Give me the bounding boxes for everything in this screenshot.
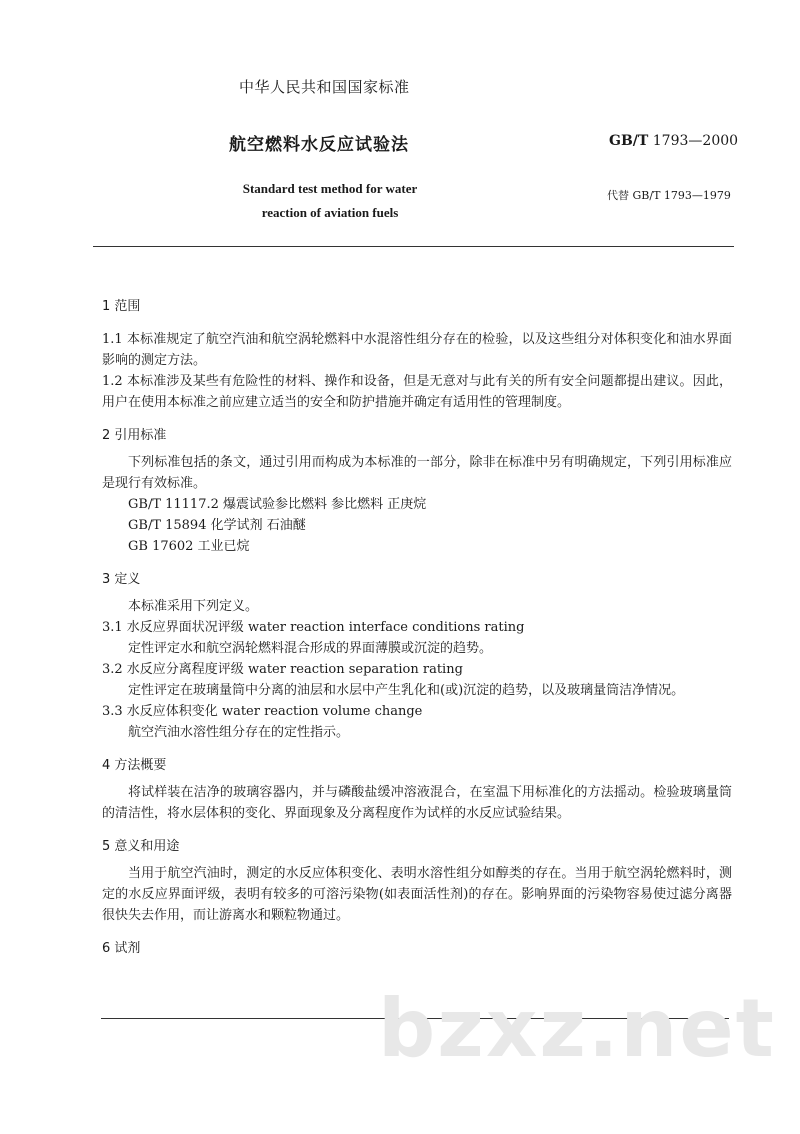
- definition-3-3-term: 3.3 水反应体积变化 water reaction volume change: [102, 704, 423, 719]
- section-3-intro: 本标准采用下列定义。: [128, 599, 259, 614]
- definition-3-3-text: 航空汽油水溶性组分存在的定性指示。: [128, 725, 350, 740]
- standard-code-number: 1793—2000: [648, 133, 739, 149]
- clause-1-1: 1.1 本标准规定了航空汽油和航空涡轮燃料中水混溶性组分存在的检验，以及这些组分对体积变化和油水界面影响的测定方法。: [102, 332, 732, 368]
- section-1-heading: 1 范围: [102, 299, 141, 314]
- definition-3-2-term: 3.2 水反应分离程度评级 water reaction separation rating: [102, 662, 463, 677]
- reference-item: GB/T 11117.2 爆震试验参比燃料 参比燃料 正庚烷: [128, 497, 427, 512]
- title-en-line1: Standard test method for water: [242, 181, 418, 196]
- title-en-line2: reaction of aviation fuels: [261, 205, 399, 220]
- section-5-heading: 5 意义和用途: [102, 839, 180, 854]
- standard-code-prefix: GB/T: [609, 133, 649, 149]
- document-title-en: [200, 177, 460, 225]
- section-2-intro: 下列标准包括的条文，通过引用而构成为本标准的一部分，除非在标准中另有明确规定，下列引用标准应是现行有效标准。: [102, 455, 732, 491]
- definition-3-2-text: 定性评定在玻璃量筒中分离的油层和水层中产生乳化和(或)沉淀的趋势，以及玻璃量筒洁净情况。: [128, 683, 685, 698]
- national-standard-label: 中华人民共和国国家标准: [239, 78, 410, 96]
- section-3-heading: 3 定义: [102, 572, 141, 587]
- replaces-note: 代替 GB/T 1793—1979: [607, 189, 731, 202]
- section-4-heading: 4 方法概要: [102, 758, 167, 773]
- header-divider: [93, 246, 734, 247]
- document-body: [102, 296, 732, 959]
- standard-code: [609, 133, 738, 149]
- section-2-heading: 2 引用标准: [102, 428, 167, 443]
- document-title-cn: 航空燃料水反应试验法: [229, 135, 409, 155]
- section-4-text: 将试样装在洁净的玻璃容器内，并与磷酸盐缓冲溶液混合，在室温下用标准化的方法摇动。检验玻璃量筒的清洁性，将水层体积的变化、界面现象及分离程度作为试样的水反应试验结果。: [102, 785, 732, 821]
- reference-item: GB 17602 工业已烷: [128, 539, 250, 554]
- definition-3-1-text: 定性评定水和航空涡轮燃料混合形成的界面薄膜或沉淀的趋势。: [128, 641, 493, 656]
- section-5-text: 当用于航空汽油时，测定的水反应体积变化、表明水溶性组分如醇类的存在。当用于航空涡轮燃料时，测定的水反应界面评级，表明有较多的可溶污染物(如表面活性剂)的存在。影响界面的污染物容易使过滤分离器很快失去作用，而让游离水和颗粒物通过。: [102, 866, 732, 923]
- watermark: bzxz.net: [378, 982, 776, 1075]
- reference-item: GB/T 15894 化学试剂 石油醚: [128, 518, 306, 533]
- section-6-heading: 6 试剂: [102, 941, 141, 956]
- clause-1-2: 1.2 本标准涉及某些有危险性的材料、操作和设备，但是无意对与此有关的所有安全问题都提出建议。因此，用户在使用本标准之前应建立适当的安全和防护措施并确定有适用性的管理制度。: [102, 374, 732, 410]
- definition-3-1-term: 3.1 水反应界面状况评级 water reaction interface conditions rating: [102, 620, 525, 635]
